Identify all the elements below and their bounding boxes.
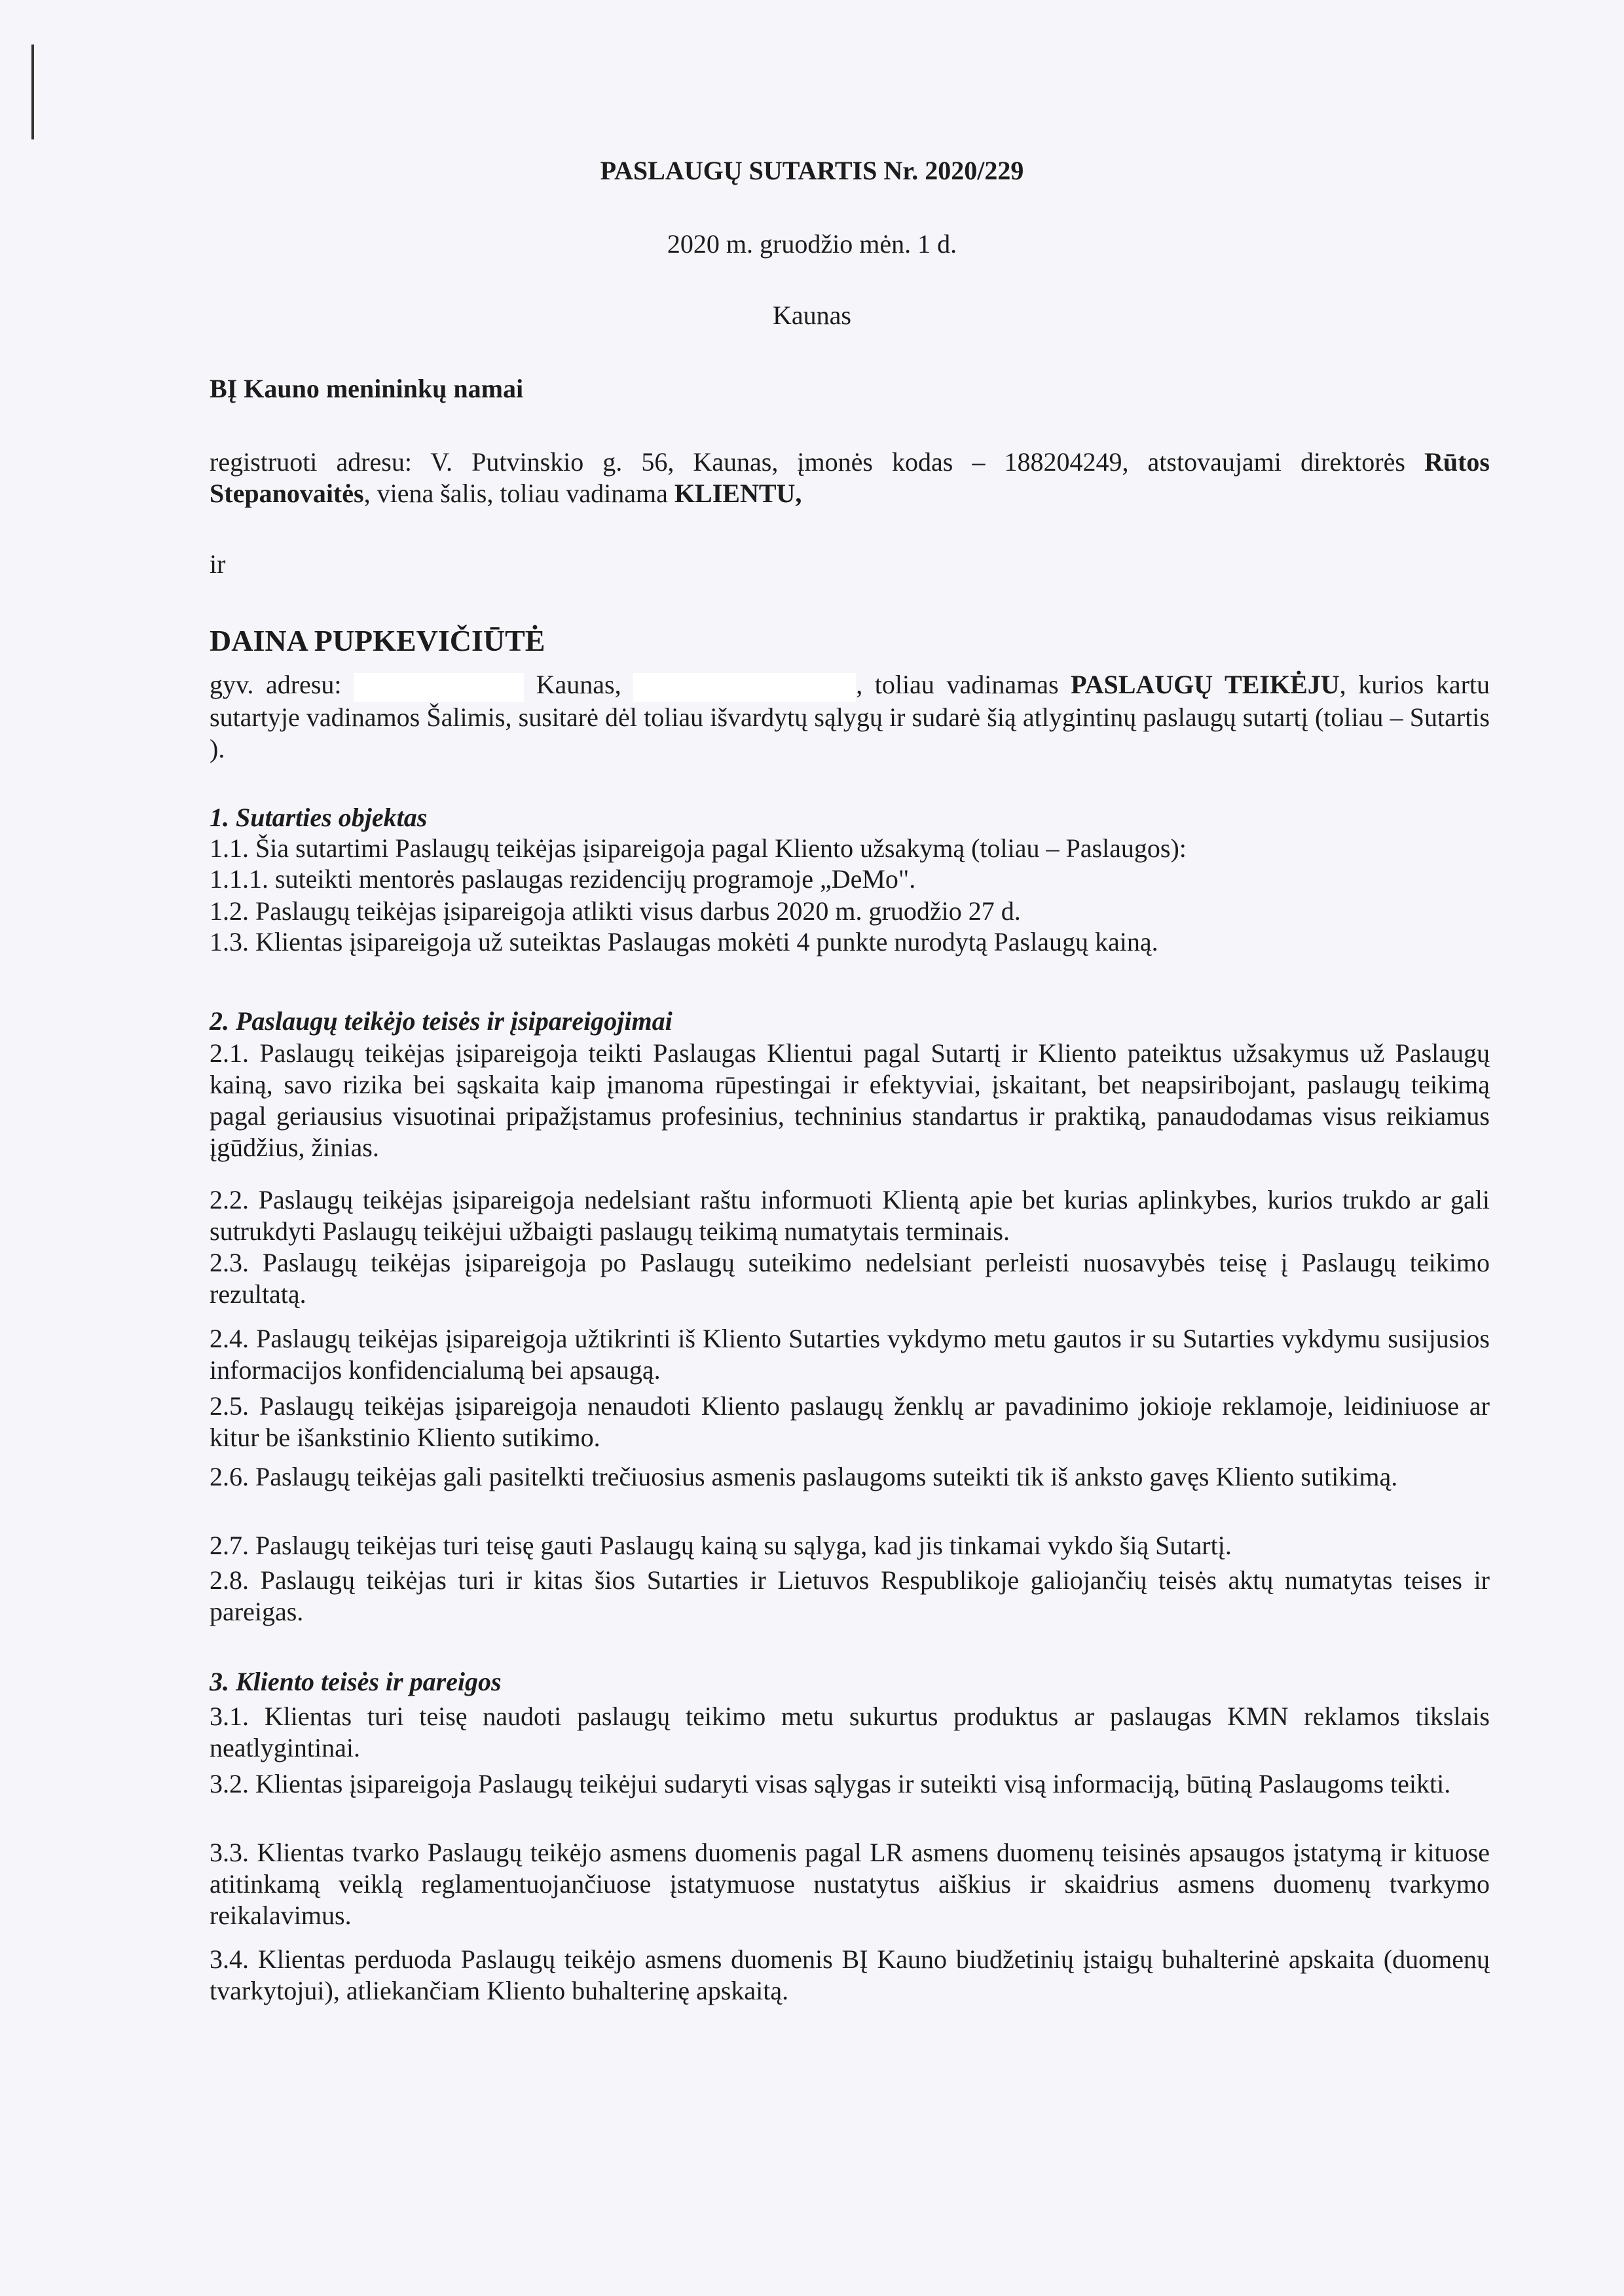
director-name: Rūtos Stepanovaitės (210, 447, 1490, 508)
clause: 1.2. Paslaugų teikėjas įsipareigoja atlikti visus darbus 2020 m. gruodžio 27 d. (210, 896, 1021, 926)
clause: 2.3. Paslaugų teikėjas įsipareigoja po Paslaugų suteikimo nedelsiant perleisti nuosavybės teisę į Paslaugų teikimo rezultatą. (210, 1248, 1490, 1309)
document-city: Kaunas (773, 301, 851, 330)
text: gyv. adresu: (210, 670, 354, 699)
clause: 2.8. Paslaugų teikėjas turi ir kitas šios Sutarties ir Lietuvos Respublikoje galiojančių teisės aktų numatytas teises ir pareigas. (210, 1565, 1490, 1626)
clause: 3.1. Klientas turi teisę naudoti paslaugų teikimo metu sukurtus produktus ar paslaugas KMN reklamos tikslais neatlygintinai. (210, 1702, 1490, 1762)
section-heading: 2. Paslaugų teikėjo teisės ir įsipareigojimai (210, 1006, 673, 1036)
redacted-code (633, 673, 856, 702)
clause: 2.7. Paslaugų teikėjas turi teisę gauti Paslaugų kainą su sąlyga, kad jis tinkamai vykdo šią Sutartį. (210, 1531, 1232, 1560)
text: registruoti adresu: V. Putvinskio g. 56, Kaunas, įmonės kodas – 188204249, atstovaujami direktorės (210, 447, 1424, 477)
text: , toliau vadinamas (856, 670, 1071, 699)
client-paragraph (210, 446, 1490, 509)
clause: 3.3. Klientas tvarko Paslaugų teikėjo asmens duomenis pagal LR asmens duomenų teisinės apsaugos įstatymą ir kituose atitinkamą veiklą reglamentuojančiuose įstatymuose nustatytus aiškius ir skaidrius asmens duomenų tvarkymo reikalavimus. (210, 1838, 1490, 1930)
text: , kurios kartu sutartyje vadinamos Šalimis, susitarė dėl toliau išvardytų sąlygų ir sudarė šią atlygintinų paslaugų sutartį (toliau – Sutartis ). (210, 670, 1490, 763)
clause: 2.2. Paslaugų teikėjas įsipareigoja nedelsiant raštu informuoti Klientą apie bet kurias aplinkybes, kurios trukdo ar gali sutrukdyti Paslaugų teikėjui užbaigti paslaugų teikimą numatytais terminais. (210, 1185, 1490, 1246)
clause: 1.1. Šia sutartimi Paslaugų teikėjas įsipareigoja pagal Kliento užsakymą (toliau – Paslaugos): (210, 833, 1187, 863)
section-heading: 3. Kliento teisės ir pareigos (210, 1667, 502, 1696)
clause: 3.2. Klientas įsipareigoja Paslaugų teikėjui sudaryti visas sąlygas ir suteikti visą informaciją, būtiną Paslaugoms teikti. (210, 1769, 1451, 1798)
text: Kaunas, (524, 670, 634, 699)
provider-paragraph (210, 669, 1490, 765)
clause: 1.1.1. suteikti mentorės paslaugas rezidencijų programoje „DeMo". (210, 864, 916, 894)
clause: 3.4. Klientas perduoda Paslaugų teikėjo asmens duomenis BĮ Kauno biudžetinių įstaigų buhalterinė apskaita (duomenų tvarkytojui), atliekančiam Kliento buhalterinę apskaitą. (210, 1944, 1490, 2005)
provider-role: PASLAUGŲ TEIKĖJU (1071, 670, 1340, 699)
section-heading: 1. Sutarties objektas (210, 803, 428, 832)
client-name: BĮ Kauno menininkų namai (210, 374, 524, 403)
document-date: 2020 m. gruodžio mėn. 1 d. (667, 229, 957, 259)
redacted-address (354, 673, 524, 702)
text: , viena šalis, toliau vadinama (363, 479, 674, 508)
clause: 2.4. Paslaugų teikėjas įsipareigoja užtikrinti iš Kliento Sutarties vykdymo metu gautos ir su Sutarties vykdymu susijusios informacijos konfidencialumą bei apsaugą. (210, 1324, 1490, 1385)
clause: 1.3. Klientas įsipareigoja už suteiktas Paslaugas mokėti 4 punkte nurodytą Paslaugų kainą. (210, 927, 1158, 957)
and-text: ir (210, 549, 226, 579)
provider-name: DAINA PUPKEVIČIŪTĖ (210, 624, 545, 657)
clause: 2.5. Paslaugų teikėjas įsipareigoja nenaudoti Kliento paslaugų ženklų ar pavadinimo jokioje reklamoje, leidiniuose ar kitur be išankstinio Kliento sutikimo. (210, 1391, 1490, 1452)
client-role: KLIENTU, (674, 479, 802, 508)
clause: 2.1. Paslaugų teikėjas įsipareigoja teikti Paslaugas Klientui pagal Sutartį ir Kliento pateiktus užsakymus už Paslaugų kainą, savo rizika bei sąskaita kaip įmanoma rūpestingai ir efektyviai, įskaitant, bet neapsiribojant, paslaugų teikimą pagal geriausius visuotinai pripažįstamus profesinius, techninius standartus ir praktiką, panaudodamas visus reikiamus įgūdžius, žinias. (210, 1038, 1490, 1162)
clause: 2.6. Paslaugų teikėjas gali pasitelkti trečiuosius asmenis paslaugoms suteikti tik iš anksto gavęs Kliento sutikimą. (210, 1462, 1398, 1491)
document-title: PASLAUGŲ SUTARTIS Nr. 2020/229 (600, 156, 1024, 185)
scan-mark (31, 45, 34, 139)
